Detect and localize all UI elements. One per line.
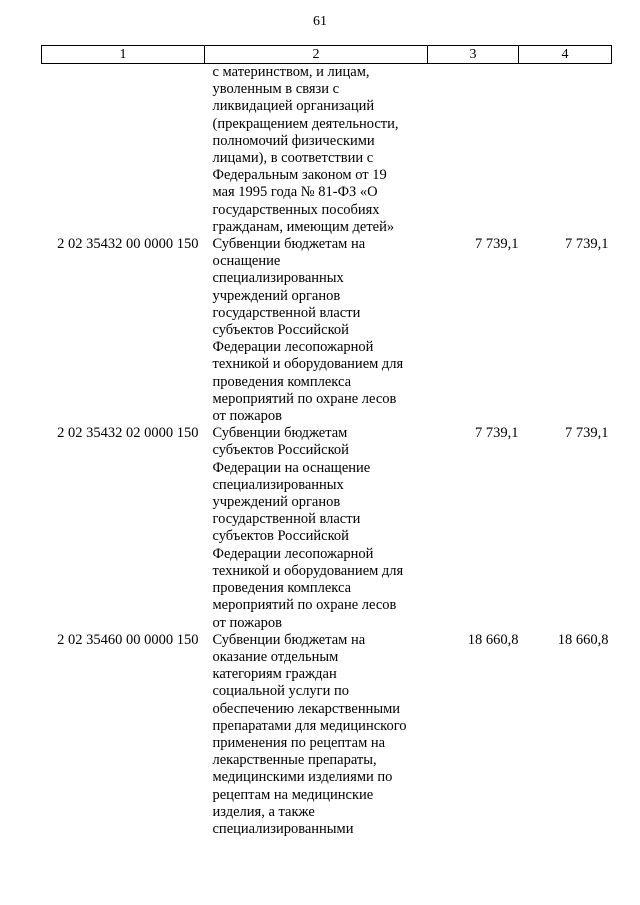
table-row: [42, 236, 612, 425]
revenue-name-line: социальной услуги по: [212, 683, 350, 700]
revenue-name-cell: [205, 236, 428, 425]
revenue-name-line: (прекращением деятельности,: [212, 115, 399, 132]
amount-col-4-cell: 18 660,8: [557, 631, 609, 648]
revenue-name-line: проведения комплекса: [212, 373, 352, 390]
table-row: [42, 425, 612, 631]
revenue-name-line: учреждений органов: [212, 287, 341, 304]
revenue-name-line: уволенным в связи с: [212, 81, 340, 98]
revenue-name-line: оказание отдельным: [212, 648, 339, 665]
table-body: [42, 64, 612, 839]
revenue-name-line: Субвенции бюджетам: [212, 425, 348, 442]
revenue-name-line: гражданам, имеющим детей»: [212, 218, 395, 235]
revenue-name-line: медицинскими изделиями по: [212, 769, 393, 786]
revenue-code-cell: 2 02 35432 00 0000 150: [57, 236, 199, 253]
table-row: [42, 632, 612, 838]
amount-col-3-cell: [428, 64, 519, 237]
revenue-name-cell: [205, 632, 428, 838]
revenue-name-line: Федерации лесопожарной: [212, 545, 374, 562]
revenue-name-line: государственной власти: [212, 511, 361, 528]
revenue-name-line: Субвенции бюджетам на: [212, 631, 366, 648]
revenue-name-line: от пожаров: [212, 408, 282, 425]
revenue-name-line: учреждений органов: [212, 494, 341, 511]
revenue-name-line: государственной власти: [212, 304, 361, 321]
revenue-name-cell: [205, 425, 428, 631]
revenue-name-line: специализированными: [212, 820, 354, 837]
revenue-name-line: проведения комплекса: [212, 580, 352, 597]
revenue-name-line: техникой и оборудованием для: [212, 356, 404, 373]
revenue-name-line: специализированных: [212, 270, 344, 287]
revenue-name-line: рецептам на медицинские: [212, 786, 374, 803]
amount-col-4-cell: 7 739,1: [565, 425, 609, 442]
revenue-name-line: техникой и оборудованием для: [212, 562, 404, 579]
header-col-4: 4: [519, 46, 612, 64]
budget-revenue-table: [41, 45, 612, 838]
table-header: [42, 46, 612, 64]
amount-col-4-cell: 7 739,1: [565, 236, 609, 253]
revenue-name-line: применения по рецептам на: [212, 734, 386, 751]
amount-col-4-cell: [519, 64, 612, 237]
revenue-name-line: Федеральным законом от 19: [212, 167, 387, 184]
revenue-name-line: мероприятий по охране лесов: [212, 390, 397, 407]
revenue-name-line: обеспечению лекарственными: [212, 700, 401, 717]
revenue-name-line: мероприятий по охране лесов: [212, 597, 397, 614]
revenue-code-cell: [42, 64, 205, 237]
revenue-name-line: лицами), в соответствии с: [212, 150, 374, 167]
header-col-3: 3: [428, 46, 519, 64]
revenue-code-cell: 2 02 35460 00 0000 150: [57, 631, 199, 648]
revenue-name-line: от пожаров: [212, 614, 282, 631]
revenue-name-line: полномочий физическими: [212, 132, 375, 149]
revenue-name-line: с материнством, и лицам,: [212, 64, 370, 80]
revenue-code-cell: 2 02 35432 02 0000 150: [57, 425, 199, 442]
revenue-name-line: субъектов Российской: [212, 442, 349, 459]
table-row: [42, 64, 612, 237]
revenue-name-line: субъектов Российской: [212, 528, 349, 545]
revenue-name-line: категориям граждан: [212, 666, 337, 683]
amount-col-3-cell: 7 739,1: [475, 236, 519, 253]
revenue-name-line: оснащение: [212, 253, 281, 270]
header-col-2: 2: [205, 46, 428, 64]
revenue-name-line: Федерации лесопожарной: [212, 339, 374, 356]
page-number: 61: [313, 14, 327, 29]
revenue-name-line: Федерации на оснащение: [212, 459, 371, 476]
revenue-name-line: специализированных: [212, 476, 344, 493]
revenue-name-line: изделия, а также: [212, 803, 315, 820]
amount-col-3-cell: 7 739,1: [475, 425, 519, 442]
revenue-name-line: мая 1995 года № 81-ФЗ «О: [212, 184, 378, 201]
revenue-name-line: препаратами для медицинского: [212, 717, 407, 734]
revenue-name-line: Субвенции бюджетам на: [212, 236, 366, 253]
revenue-name-line: лекарственные препараты,: [212, 752, 377, 769]
amount-col-3-cell: 18 660,8: [467, 631, 519, 648]
header-col-1: 1: [42, 46, 205, 64]
revenue-name-cell: [205, 64, 428, 237]
revenue-name-line: государственных пособиях: [212, 201, 380, 218]
header-row: [42, 46, 612, 64]
revenue-name-line: ликвидацией организаций: [212, 98, 375, 115]
revenue-name-line: субъектов Российской: [212, 322, 349, 339]
